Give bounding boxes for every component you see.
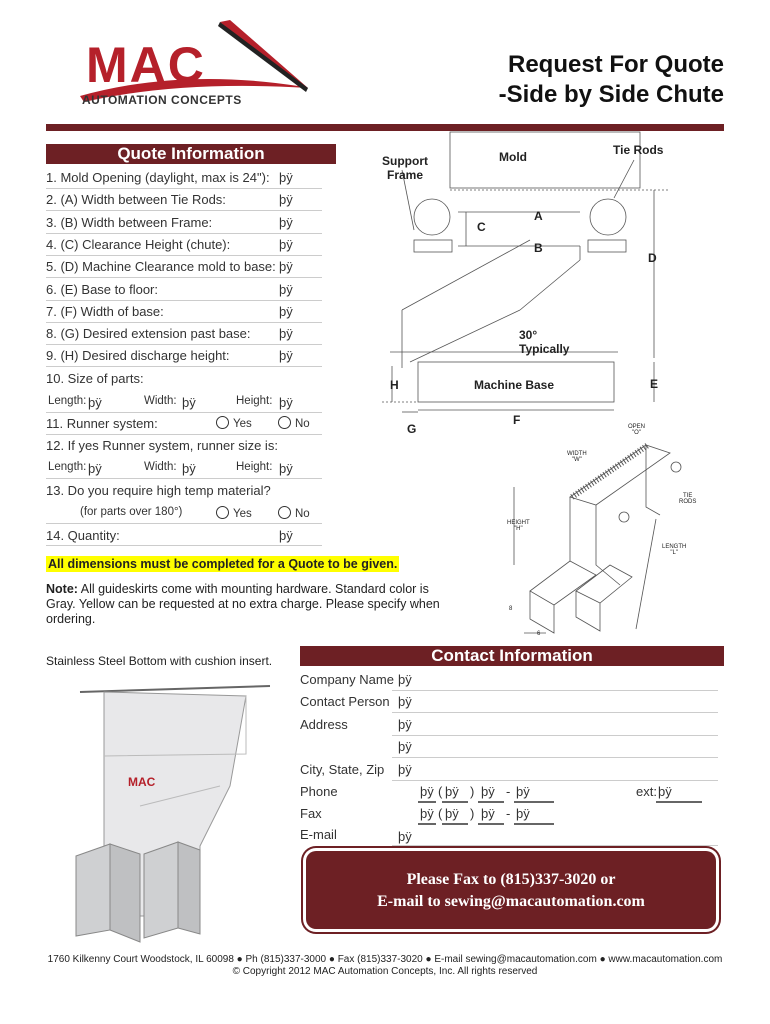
divider	[46, 187, 322, 189]
divider	[46, 477, 322, 479]
divider	[46, 209, 322, 211]
phone-line-field[interactable]: þÿ	[516, 784, 530, 799]
footer-email-link[interactable]: sewing@macautomation.com	[465, 954, 597, 965]
company-field[interactable]: þÿ	[398, 672, 412, 687]
radio-icon[interactable]	[278, 416, 291, 429]
phone-country-field[interactable]: þÿ	[420, 784, 434, 799]
quote-item-label: 3. (B) Width between Frame:	[46, 215, 213, 230]
phone-ext-field[interactable]: þÿ	[658, 784, 672, 799]
title-line-1: Request For Quote	[507, 51, 724, 78]
hightemp-yes-label: Yes	[233, 508, 252, 520]
note-paragraph	[46, 582, 446, 627]
dim-b-label: B	[534, 241, 543, 255]
angle-note: Typically	[519, 342, 570, 356]
hightemp-no-option[interactable]	[278, 506, 310, 520]
iso-open-label	[628, 424, 645, 436]
dim-c-label: C	[477, 220, 486, 234]
iso-length-label	[662, 544, 686, 556]
divider	[392, 712, 718, 713]
radio-icon[interactable]	[216, 416, 229, 429]
photo-caption: Stainless Steel Bottom with cushion insert.	[46, 654, 273, 668]
item-14-label: 14. Quantity:	[46, 528, 120, 543]
iso-width-1: WIDTH	[567, 451, 587, 457]
chute-isometric	[500, 425, 700, 640]
dim-h-label: H	[390, 378, 399, 392]
runner-height-field[interactable]: þÿ	[279, 461, 293, 476]
divider	[46, 276, 322, 278]
quote-item-field[interactable]: þÿ	[279, 237, 293, 252]
iso-open-2: "O"	[632, 430, 641, 436]
quote-item-label: 1. Mold Opening (daylight, max is 24"):	[46, 170, 270, 185]
divider	[392, 690, 718, 691]
note-text: All guideskirts come with mounting hardware. Standard color is Gray. Yellow can be requested at no extra charge. Please specify when ordering.	[46, 582, 440, 626]
address-field-1[interactable]: þÿ	[398, 717, 412, 732]
divider	[46, 232, 322, 234]
fax-underlines	[418, 822, 568, 826]
parts-length-field[interactable]: þÿ	[88, 395, 102, 410]
dim-d-label: D	[648, 251, 657, 265]
photo-logo: MAC	[128, 775, 156, 789]
iso-height-label	[507, 520, 530, 532]
iso-height-1: HEIGHT	[507, 520, 530, 526]
mold-label: Mold	[499, 150, 527, 164]
phone-paren-open: (	[438, 784, 443, 799]
divider	[46, 343, 322, 345]
hightemp-yes-option[interactable]	[216, 506, 252, 520]
support-frame-line-1: Support	[382, 154, 428, 168]
fax-country-field[interactable]: þÿ	[420, 806, 434, 821]
footer-address: 1760 Kilkenny Court Woodstock, IL 60098 ● Ph (815)337-3000 ● Fax (815)337-3020 ● E-mail	[47, 954, 466, 965]
iso-tie-2: RODS	[679, 499, 697, 505]
quantity-field[interactable]: þÿ	[279, 528, 293, 543]
footer-web-link[interactable]: www.macautomation.com	[608, 954, 723, 965]
quote-item-label: 5. (D) Machine Clearance mold to base:	[46, 259, 276, 274]
iso-open-1: OPEN	[628, 424, 646, 430]
email-label: E-mail	[300, 827, 337, 842]
divider	[392, 757, 718, 758]
iso-width-2: "W"	[571, 457, 582, 463]
fax-paren-close: )	[470, 806, 475, 821]
angle-value: 30°	[519, 328, 538, 342]
quote-item-field[interactable]: þÿ	[279, 170, 293, 185]
fax-area-field[interactable]: þÿ	[445, 806, 459, 821]
runner-height-label: Height:	[236, 461, 273, 473]
parts-length-label: Length:	[48, 395, 87, 407]
divider	[46, 254, 322, 256]
hightemp-no-label: No	[295, 508, 310, 520]
quote-item-field[interactable]: þÿ	[279, 192, 293, 207]
iso-width-label	[567, 451, 587, 463]
logo-subtitle: AUTOMATION CONCEPTS	[82, 93, 242, 107]
city-field[interactable]: þÿ	[398, 762, 412, 777]
quote-item-label: 9. (H) Desired discharge height:	[46, 348, 230, 363]
dim-f-label: F	[513, 413, 521, 427]
iso-six-label: 6	[537, 631, 541, 637]
divider	[46, 433, 322, 435]
runner-yes-label: Yes	[233, 418, 252, 430]
runner-yes-option[interactable]	[216, 416, 252, 430]
fax-dash: -	[506, 806, 511, 821]
dim-g-label: G	[407, 422, 417, 436]
phone-prefix-field[interactable]: þÿ	[481, 784, 495, 799]
fax-paren-open: (	[438, 806, 443, 821]
phone-paren-close: )	[470, 784, 475, 799]
chute-photo	[70, 666, 280, 946]
city-label: City, State, Zip	[300, 762, 385, 777]
logo-text: MAC	[86, 37, 206, 93]
divider	[46, 299, 322, 301]
page-title	[499, 50, 724, 110]
address-field-2[interactable]: þÿ	[398, 739, 412, 754]
iso-tie-1: TIE	[683, 493, 693, 499]
divider	[46, 365, 322, 367]
phone-area-field[interactable]: þÿ	[445, 784, 459, 799]
item-11-label: 11. Runner system:	[46, 416, 158, 431]
radio-icon[interactable]	[278, 506, 291, 519]
address-label: Address	[300, 717, 348, 732]
required-notice: All dimensions must be completed for a Quote to be given.	[48, 557, 398, 571]
phone-ext-label: ext:	[636, 784, 657, 799]
runner-width-label: Width:	[144, 461, 177, 473]
machine-base-label: Machine Base	[474, 378, 555, 392]
fax-callout-line-2: E-mail to sewing@macautomation.com	[377, 893, 645, 910]
person-field[interactable]: þÿ	[398, 694, 412, 709]
parts-height-label: Height:	[236, 395, 273, 407]
title-line-2: -Side by Side Chute	[498, 81, 724, 108]
phone-label: Phone	[300, 784, 338, 799]
runner-length-label: Length:	[48, 461, 87, 473]
dim-a-label: A	[534, 209, 543, 223]
item-13-sub: (for parts over 180°)	[80, 506, 183, 518]
quote-item-field[interactable]: þÿ	[279, 348, 293, 363]
email-field[interactable]: þÿ	[398, 829, 412, 844]
quote-item-label: 8. (G) Desired extension past base:	[46, 326, 251, 341]
quote-item-field[interactable]: þÿ	[279, 304, 293, 319]
iso-length-2: "L"	[670, 550, 678, 556]
footer-sep: ●	[596, 954, 609, 965]
parts-width-label: Width:	[144, 395, 177, 407]
runner-no-option[interactable]	[278, 416, 310, 430]
quote-item-label: 7. (F) Width of base:	[46, 304, 164, 319]
parts-height-field[interactable]: þÿ	[279, 395, 293, 410]
runner-width-field[interactable]: þÿ	[182, 461, 196, 476]
fax-label: Fax	[300, 806, 322, 821]
item-12-label: 12. If yes Runner system, runner size is:	[46, 438, 278, 453]
fax-line-field[interactable]: þÿ	[516, 806, 530, 821]
divider	[46, 321, 322, 323]
quote-item-label: 6. (E) Base to floor:	[46, 282, 158, 297]
person-label: Contact Person	[300, 694, 390, 709]
phone-underlines	[418, 800, 708, 804]
quote-info-heading: Quote Information	[46, 144, 336, 164]
contact-info-heading: Contact Information	[300, 646, 724, 666]
tie-rods-label: Tie Rods	[613, 143, 664, 157]
quote-item-field[interactable]: þÿ	[279, 282, 293, 297]
quote-item-label: 4. (C) Clearance Height (chute):	[46, 237, 231, 252]
quote-item-field[interactable]: þÿ	[279, 259, 293, 274]
dim-e-label: E	[650, 377, 659, 391]
company-label: Company Name	[300, 672, 394, 687]
iso-length-1: LENGTH	[662, 544, 687, 550]
phone-dash: -	[506, 784, 511, 799]
runner-length-field[interactable]: þÿ	[88, 461, 102, 476]
divider	[46, 544, 322, 546]
support-frame-label	[382, 154, 428, 182]
item-10-label: 10. Size of parts:	[46, 371, 144, 386]
divider	[392, 735, 718, 736]
footer-contact	[0, 954, 770, 965]
fax-callout-line-1: Please Fax to (815)337-3020 or	[406, 871, 616, 888]
divider	[392, 845, 718, 846]
item-13-label: 13. Do you require high temp material?	[46, 483, 271, 498]
iso-tie-rods-label	[679, 493, 696, 505]
iso-eight-label: 8	[509, 606, 513, 612]
divider	[46, 522, 322, 524]
parts-width-field[interactable]: þÿ	[182, 395, 196, 410]
quote-item-label: 2. (A) Width between Tie Rods:	[46, 192, 226, 207]
note-label: Note:	[46, 582, 78, 596]
footer-copyright: © Copyright 2012 MAC Automation Concepts, Inc. All rights reserved	[232, 966, 538, 977]
angle-label	[519, 328, 569, 356]
fax-email-callout	[306, 851, 716, 929]
support-frame-line-2: Frame	[386, 168, 424, 182]
divider	[392, 780, 718, 781]
quote-item-field[interactable]: þÿ	[279, 215, 293, 230]
fax-prefix-field[interactable]: þÿ	[481, 806, 495, 821]
divider	[46, 411, 322, 413]
radio-icon[interactable]	[216, 506, 229, 519]
quote-item-field[interactable]: þÿ	[279, 326, 293, 341]
iso-height-2: "H"	[514, 526, 523, 532]
runner-no-label: No	[295, 418, 310, 430]
